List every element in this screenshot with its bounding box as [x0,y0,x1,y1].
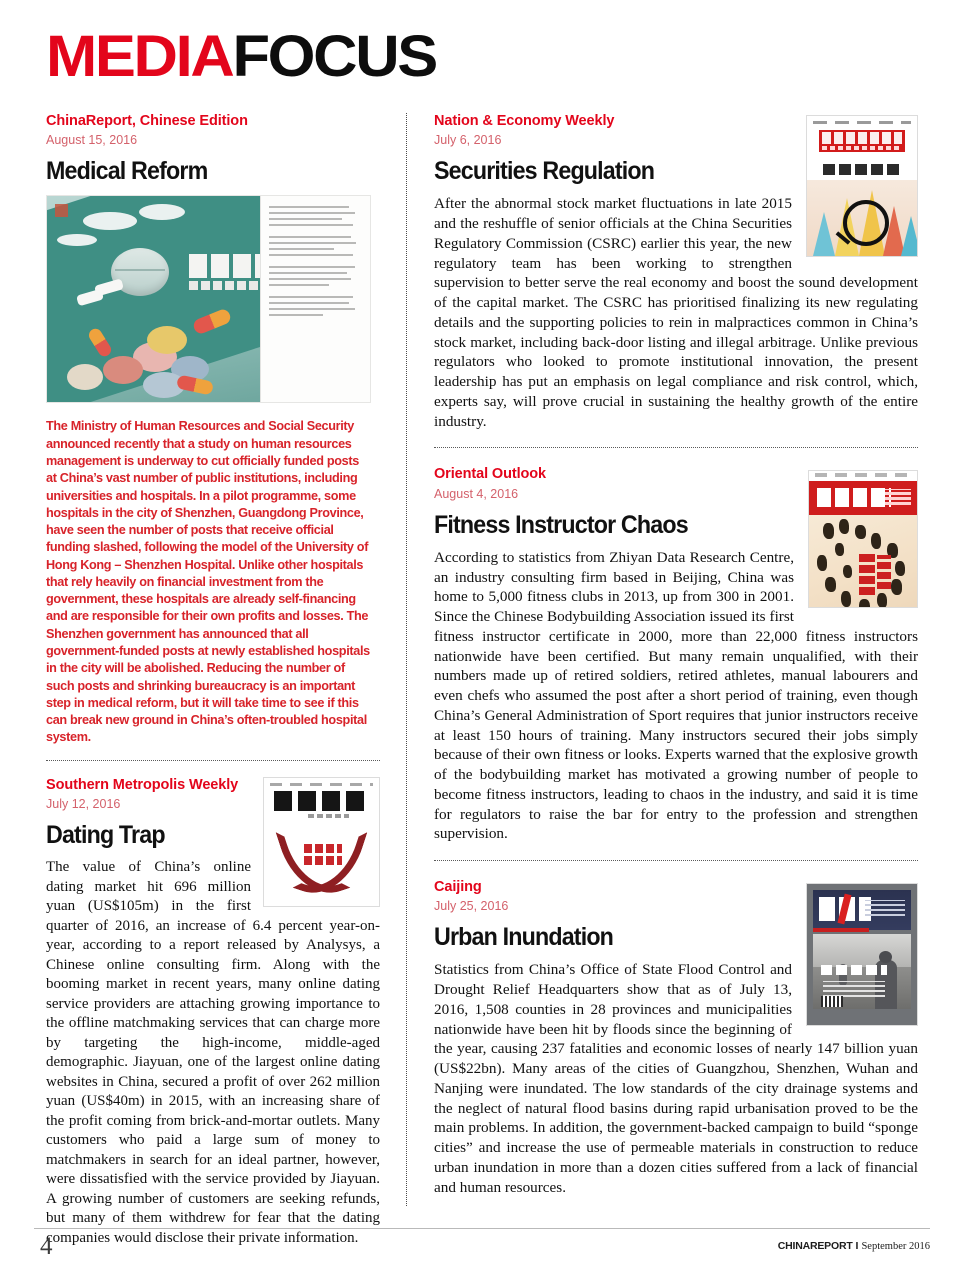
article-headline: Medical Reform [46,157,208,186]
footer-separator: I [855,1240,859,1252]
illustration-text-page [260,196,370,402]
article-source: Nation & Economy Weekly [434,113,615,129]
figure-silhouette [835,543,844,556]
footer-rule [34,1228,930,1229]
article-date: July 12, 2016 [46,797,121,812]
cover-headline-chinese [859,551,875,595]
cover-top-lines [270,783,373,786]
footer-brand: CHINAREPORT [777,1240,853,1252]
article-body: Statistics from China’s Office of State Flood Control and Drought Relief Headquarters show that as of July 13, 2016, 1,508 counties in 28 provinces and municipalities nationwide have been hit by floods since the beginning of the year, causing 237 fatalities and economic losses of nearly 147 billion yuan (US$22bn). Many areas of the cities of Guangzhou, Shenzhen, Wuhan and Nanjing were inundated. The low standards of the city drainage systems and the neglect of natural flood basins during rapid urbanisation proved to be the main problems. In addition, the government-backed campaign to build “sponge cities” and increase the use of permeable materials in construction to reduce urban inundation in more than a dozen cities suffered from a lack of financial and human resources. [434,961,918,1196]
cover-headline-chinese [821,965,887,975]
article-body: After the abnormal stock market fluctuations in late 2015 and the reshuffle of senior officials at the China Securities Regulatory Commission (CSRC) earlier this year, the new regulatory team has been working to strengthen supervision to better serve the real economy and boost the sound development of the capital market. The CSRC has prioritised finalizing its new regulating details and the supporting policies to rein in malpractices common in China’s stock market, including back-door listing and illegal arbitrage. Unlike previous regulators who looked to promote institutional innovation, the present leadership has put an emphasis on legal compliance and risk control, which, experts say, will prove crucial in sustaining the healthy growth of the entire industry. [434,195,918,430]
column-divider [406,113,407,1206]
right-column [434,113,918,1197]
article-body: According to statistics from Zhiyan Data Research Centre, an industry consulting firm based in Beijing, China was home to 5,000 fitness clubs in 2013, up from 300 in 2001. Since the Chinese Bodybuilding Association issued its first fitness instructor certificate in 2000, more than 22,000 fitness instructors nationwide have been certified. But many remain unqualified, with their numbers made up of retired soldiers, retired athletes, manual labourers and even chefs who assumed the post after a short period of training, even though China’s General Administration of Sport requires that junior instructors receive at least 150 hours of training. Many instructors secured their jobs simply because of their own fitness or looks. Experts warned that the explosive growth of the bodybuilding market has motivated a growing number of people to become fitness instructors, leading to chaos in the industry, and said it is time for regulators to raise the bar for entry to the profession and strengthen supervision. [434,548,918,843]
article-source: ChinaReport, Chinese Edition [46,113,248,129]
article-dating-trap [46,777,380,1248]
illustration-scene [47,196,260,402]
article-headline: Urban Inundation [434,923,614,952]
barcode-icon [821,996,843,1007]
arrow-shape [813,212,835,256]
article-date: July 6, 2016 [434,133,502,148]
section-separator [46,760,380,761]
masthead-media: MEDIA [46,24,233,89]
figure-silhouette [843,565,852,578]
article-headline: Fitness Instructor Chaos [434,510,688,539]
footer-credit [778,1240,930,1252]
article-body: The value of China’s online dating market hit 696 million yuan (US$105m) in the first quarter of 2016, an increase of 6.4 percent year-on-year, according to a report released by Analysys, a Chinese online consulting firm. Along with the booming market in recent years, many online dating service providers are attaching growing importance to the offline matchmaking services that can charge more by targeting the high-income, middle-aged demographic. Jiayuan, one of the largest online dating websites in China, secured a profit of over 262 million yuan (US$40m) in 2015, with an increasing share of the profit coming from brick-and-mortar outlets. Many customers who paid a large sum of money to matchmakers in search for an ideal partner, however, were dissatisfied with the service provided by Jiayuan. A growing number of customers are seeking refunds, but many of them withdrew for fear that the dating companies would disclose their private information. [46,859,380,1246]
figure-silhouette [891,579,902,595]
capsule-shape [176,375,214,396]
cover-masthead-block [819,130,905,152]
article-date: July 25, 2016 [434,899,509,914]
article-source: Southern Metropolis Weekly [46,776,239,793]
arrow-shape [901,216,917,256]
footer-issue-date: September 2016 [861,1241,930,1252]
figure-silhouette [841,591,851,607]
masthead-focus: FOCUS [232,24,436,89]
article-source: Oriental Outlook [434,466,546,483]
cover-top-lines [865,900,905,916]
article-source: Caijing [434,879,482,896]
cover-top-lines [815,473,911,477]
article-headline: Securities Regulation [434,157,655,186]
oriental-outlook-cover-image [808,470,918,608]
figure-silhouette [817,555,827,571]
article-date: August 15, 2016 [46,133,138,148]
page-number: 4 [40,1233,53,1260]
section-separator [434,447,918,448]
article-headline: Dating Trap [46,821,165,850]
article-urban-inundation [434,879,918,1197]
cover-masthead-chinese [274,791,369,811]
figure-silhouette [877,593,887,607]
nation-economy-cover-image [806,115,918,257]
cover-masthead-sub [308,814,349,818]
figure-silhouette [825,577,836,592]
cover-headline-chinese-2 [877,555,891,589]
cover-headline-chinese-2 [304,856,342,865]
article-securities-regulation [434,113,918,431]
illustration-chinese-title [189,254,260,278]
section-separator [434,860,918,861]
article-fitness-instructor-chaos [434,466,918,844]
left-column [46,113,380,1248]
article-body: The Ministry of Human Resources and Social Security announced recently that a study on human resources management is underway to cut officially funded posts at China’s vast number of public institutions, including universities and hospitals. In a pilot programme, some hospitals in the city of Shenzhen, Guangdong Province, have seen the number of posts that receive official funding slashed, following the model of the University of Hong Kong – Shenzhen Hospital. Unlike other hospitals that rely heavily on financial investment from the government, these hospitals are already self-financing and are responsible for their own profits and losses. The Shenzhen government has announced that all government-funded posts at newly established hospitals in the city will be abolished. Reducing the number of such posts and shrinking bureaucracy is an important step in medical reform, but it will take time to see if this can break new ground in China’s often-troubled hospital system. [46,418,370,745]
article-medical-reform [46,113,380,746]
medical-reform-illustration [46,195,371,403]
illustration-chinese-subtitle [189,281,260,290]
cover-subtitle [823,981,885,997]
illustration-stamp-mark [55,204,68,217]
article-date: August 4, 2016 [434,486,519,501]
caijing-cover-image [806,883,918,1026]
figure-silhouette [859,599,870,607]
page-masthead [46,24,436,89]
figure-silhouette [895,561,905,576]
cover-artwork-arrows [807,180,917,256]
cover-top-lines [813,121,911,124]
